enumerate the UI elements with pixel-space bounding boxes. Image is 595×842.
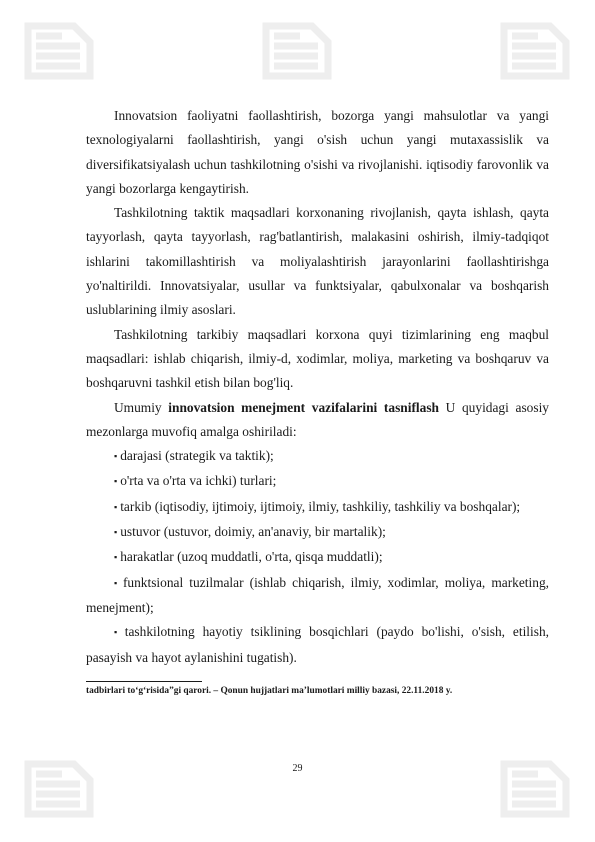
document-watermark-icon xyxy=(498,22,572,80)
classification-lead: Umumiy xyxy=(114,399,169,415)
list-item-text: o'rta va o'rta va ichki) turlari; xyxy=(120,473,277,489)
list-item-text: tashkilotning hayotiy tsiklining bosqichlari (paydo bo'lishi, o'sish, etilish, pasayish va hayot aylanishini tugatish). xyxy=(86,624,549,665)
classification-paragraph xyxy=(86,396,549,445)
document-watermark-icon xyxy=(260,22,334,80)
bullet-icon: ▪ xyxy=(114,476,118,487)
list-item xyxy=(86,545,549,570)
classification-rest: U quyidagi asosiy mezonlarga muvofiq amalga oshiriladi: xyxy=(86,399,549,439)
bullet-icon: ▪ xyxy=(114,527,118,538)
paragraph: Tashkilotning tarkibiy maqsadlari korxona quyi tizimlarining eng maqbul maqsadlari: ishlab chiqarish, ilmiy-d, xodimlar, moliya, marketing va boshqaruv va boshqaruvni tashkil etish bilan bog'liq. xyxy=(86,326,549,391)
page-number: 29 xyxy=(292,763,303,774)
list-item-text: tarkib (iqtisodiy, ijtimoiy, ijtimoiy, ilmiy, tashkiliy, tashkiliy va boshqalar); xyxy=(120,498,521,514)
bullet-icon: ▪ xyxy=(114,501,118,512)
list-item xyxy=(86,444,549,469)
list-item-text: funktsional tuzilmalar (ishlab chiqarish, ilmiy, xodimlar, moliya, marketing, menejment); xyxy=(86,574,549,615)
bullet-icon: ▪ xyxy=(114,552,118,563)
list-item xyxy=(86,571,549,621)
list-item xyxy=(86,495,549,520)
list-item xyxy=(86,469,549,494)
list-item-text: harakatlar (uzoq muddatli, o'rta, qisqa muddatli); xyxy=(120,549,383,565)
list-item-text: darajasi (strategik va taktik); xyxy=(120,448,274,464)
footnote-divider xyxy=(86,681,202,682)
document-body xyxy=(86,104,549,670)
bullet-icon: ▪ xyxy=(114,577,120,588)
document-watermark-icon xyxy=(22,22,96,80)
list-item xyxy=(86,620,549,670)
list-item xyxy=(86,520,549,545)
bullet-icon: ▪ xyxy=(114,451,118,462)
paragraph: Tashkilotning taktik maqsadlari korxonaning rivojlanish, qayta ishlash, qayta tayyorlash, qayta tayyorlash, rag'batlantirish, malakasini oshirish, ilmiy-tadqiqot ishlarini takomillashtirish va moliyalashtirish jarayonlarini faollashtirishga yo'naltirildi. Innovatsiyalar, usullar va funktsiyalar, qabulxonalar va boshqarish uslublarining ilmiy asoslari. xyxy=(86,205,549,318)
footnote: tadbirlari to‘g‘risida”gi qarori. – Qonun hujjatlari ma’lumotlari milliy bazasi, 22.11.2018 y. xyxy=(86,686,453,696)
paragraph: Innovatsion faoliyatni faollashtirish, bozorga yangi mahsulotlar va yangi texnologiyalarni faollashtirish, yangi o'sish uchun yangi mutaxassislik va diversifikatsiyalash uchun tashkilotning o'sishi va rivojlanishi. iqtisodiy farovonlik va yangi bozorlarga kengaytirish. xyxy=(86,108,549,196)
list-item-text: ustuvor (ustuvor, doimiy, an'anaviy, bir martalik); xyxy=(120,524,386,540)
classification-bold-term: innovatsion menejment vazifalarini tasniflash xyxy=(168,399,439,415)
bullet-icon: ▪ xyxy=(114,627,122,638)
